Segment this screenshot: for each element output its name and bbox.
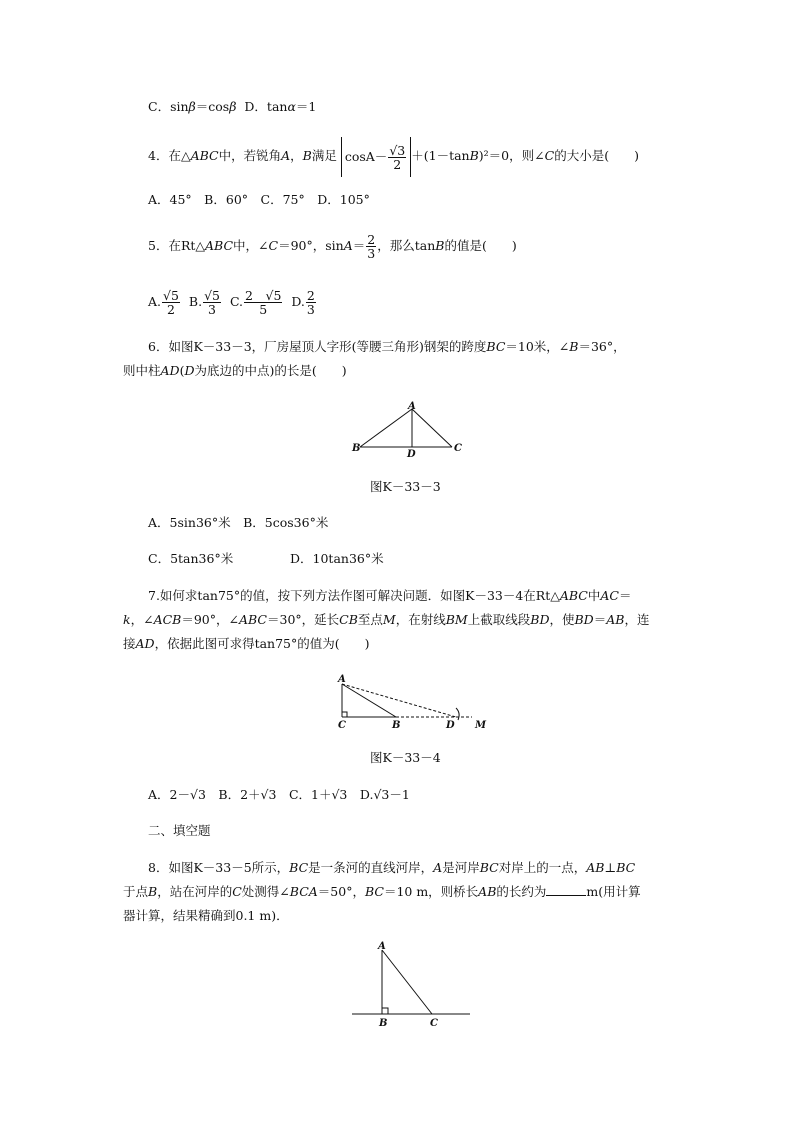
- side-ac: [412, 409, 452, 447]
- absolute-value-expression: cosA－ $\frac{√3}{2}$: [341, 137, 411, 177]
- q7-line3: 接AD，依据此图可求得tan75°的值为( ): [123, 636, 370, 651]
- right-angle-mark: [342, 712, 347, 717]
- label-b: B: [379, 1018, 388, 1029]
- label-b: B: [352, 443, 361, 454]
- q7-options: A．2－√3 B．2＋√3 C．1＋√3 D.√3－1: [148, 787, 410, 802]
- arc-mark: [456, 708, 459, 720]
- label-b: B: [392, 720, 401, 731]
- side-ab: [360, 409, 412, 447]
- q8-line1: 8．如图K－33－5所示，BC是一条河的直线河岸，A是河岸BC对岸上的一点，AB⊥BC: [148, 860, 636, 875]
- q6-options-ab: A．5sin36°米 B．5cos36°米: [148, 515, 329, 530]
- figure-k-33-4: [330, 670, 500, 735]
- q6-line1: 6．如图K－33－3，厂房屋顶人字形(等腰三角形)钢架的跨度BC＝10米，∠B＝36°，: [148, 339, 626, 354]
- label-d: D: [446, 720, 455, 731]
- q5-question: 5．在Rt△ABC中，∠C＝90°，sinA＝ $\frac{2}{3}$ ，那么tanB的值是( ): [148, 232, 517, 261]
- q4-options: A．45° B．60° C．75° D．105°: [148, 192, 370, 207]
- answer-blank[interactable]: [546, 883, 586, 896]
- label-a: A: [338, 674, 346, 685]
- q6-option-c: C．5tan36°米: [148, 551, 234, 566]
- figure-caption-k-33-3: 图K－33－3: [370, 479, 441, 494]
- q3-options-cd: C．sinβ＝cosβ D．tanα＝1: [148, 99, 317, 114]
- figure-caption-k-33-4: 图K－33－4: [370, 750, 441, 765]
- label-c: C: [454, 443, 462, 454]
- figure-k-33-3: [340, 395, 480, 465]
- segment-ad: [342, 684, 456, 717]
- figure-k-33-5: [348, 938, 478, 1033]
- label-a: A: [378, 941, 386, 952]
- right-angle-mark: [382, 1008, 388, 1014]
- q6-line2: 则中柱AD(D为底边的中点)的长是( ): [123, 363, 347, 378]
- q8-line2: 于点B，站在河岸的C处测得∠BCA＝50°，BC＝10 m，则桥长AB的长约为 m(用计算: [123, 884, 641, 899]
- q8-line3: 器计算，结果精确到0.1 m)．: [123, 908, 289, 923]
- q7-line2: k，∠ACB＝90°，∠ABC＝30°，延长CB至点M，在射线BM上截取线段BD，使BD＝AB，连: [123, 612, 650, 627]
- label-c: C: [338, 720, 346, 731]
- q7-line1: 7.如何求tan75°的值，按下列方法作图可解决问题．如图K－33－4在Rt△ABC中AC＝: [148, 588, 632, 603]
- q6-option-d: D．10tan36°米: [290, 551, 384, 566]
- q4-question: 4．在△ABC中，若锐角A，B满足 cosA－ $\frac{√3}{2}$ ＋(1－tanB)²＝0，则∠C的大小是( ): [148, 136, 639, 177]
- label-c: C: [430, 1018, 438, 1029]
- label-m: M: [475, 720, 487, 731]
- segment-ab: [342, 684, 396, 717]
- label-d: D: [407, 449, 416, 460]
- segment-ac: [382, 950, 432, 1014]
- q5-options: A. $\frac{√5}{2}$ B. $\frac{√5}{3}$ C. $\frac{2 √5}{5}$ D. $\frac{2}{3}$: [148, 288, 315, 317]
- label-a: A: [408, 401, 416, 412]
- section-heading: 二、填空题: [148, 823, 211, 838]
